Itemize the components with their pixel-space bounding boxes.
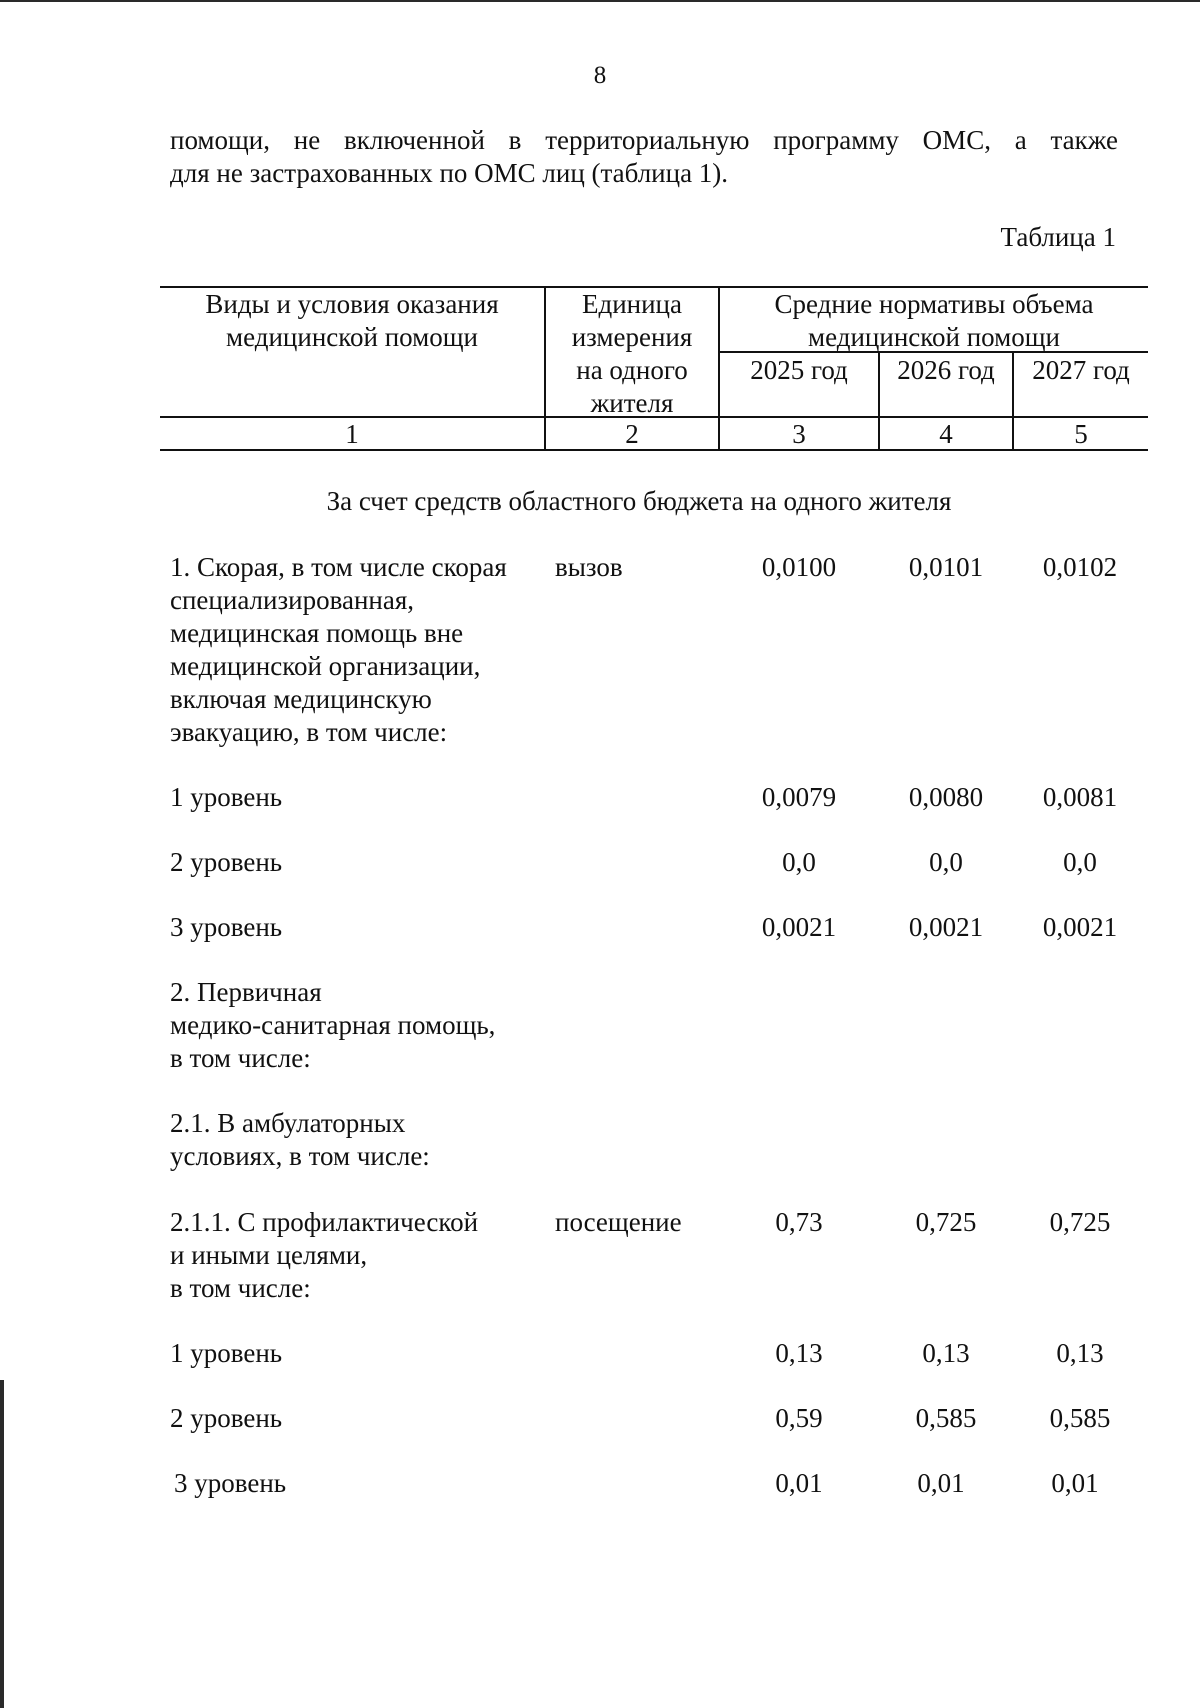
header-year-2026: 2026 год bbox=[897, 355, 995, 385]
row-value-2026: 0,585 bbox=[915, 1403, 977, 1433]
row-value-2025: 0,0100 bbox=[761, 552, 837, 582]
row-label: 2 уровень bbox=[170, 1403, 283, 1433]
row-value-2025: 0,59 bbox=[775, 1403, 823, 1433]
section-title: За счет средств областного бюджета на одного жителя bbox=[326, 486, 952, 516]
row-value-2027: 0,01 bbox=[1051, 1468, 1099, 1498]
row-value-2027: 0,585 bbox=[1049, 1403, 1111, 1433]
scan-edge-top bbox=[0, 0, 1200, 2]
row-value-2026: 0,725 bbox=[915, 1207, 977, 1237]
row-label: 1 уровень bbox=[170, 782, 283, 812]
row-label: 2.1. В амбулаторных условиях, в том числе: bbox=[170, 1108, 430, 1171]
row-label: 1. Скорая, в том числе скорая специализированная, медицинская помощь вне медицинской организации, включая медицинскую эвакуацию, в том числе: bbox=[170, 552, 507, 747]
row-value-2027: 0,0021 bbox=[1042, 912, 1118, 942]
row-value-2026: 0,0021 bbox=[908, 912, 984, 942]
row-value-2026: 0,0080 bbox=[908, 782, 984, 812]
row-value-2026: 0,0101 bbox=[908, 552, 984, 582]
header-year-2027: 2027 год bbox=[1032, 355, 1130, 385]
row-label: 1 уровень bbox=[170, 1338, 283, 1368]
row-value-2025: 0,73 bbox=[775, 1207, 823, 1237]
row-label: 2. Первичная медико-санитарная помощь, в том числе: bbox=[170, 977, 496, 1073]
row-value-2027: 0,13 bbox=[1056, 1338, 1104, 1368]
row-value-2025: 0,0079 bbox=[761, 782, 837, 812]
row-value-2027: 0,0 bbox=[1063, 847, 1097, 877]
column-number-3: 3 bbox=[792, 419, 806, 449]
header-year-2025: 2025 год bbox=[750, 355, 848, 385]
row-label: 3 уровень bbox=[174, 1468, 287, 1498]
column-number-1: 1 bbox=[345, 419, 359, 449]
row-value-2026: 0,13 bbox=[922, 1338, 970, 1368]
intro-line-2: для не застрахованных по ОМС лиц (таблица 1). bbox=[170, 158, 729, 188]
page-number: 8 bbox=[593, 62, 607, 89]
header-unit: Единица измерения на одного жителя bbox=[571, 289, 693, 418]
row-label: 2 уровень bbox=[170, 847, 283, 877]
column-number-2: 2 bbox=[625, 419, 639, 449]
header-types-of-care: Виды и условия оказания медицинской помощи bbox=[205, 289, 499, 352]
row-value-2026: 0,0 bbox=[929, 847, 963, 877]
row-unit: вызов bbox=[555, 552, 623, 582]
row-value-2026: 0,01 bbox=[917, 1468, 965, 1498]
column-number-4: 4 bbox=[939, 419, 953, 449]
row-value-2027: 0,0102 bbox=[1042, 552, 1118, 582]
scan-edge-left bbox=[0, 1380, 4, 1708]
column-number-5: 5 bbox=[1074, 419, 1088, 449]
row-value-2027: 0,0081 bbox=[1042, 782, 1118, 812]
row-value-2027: 0,725 bbox=[1049, 1207, 1111, 1237]
row-label: 3 уровень bbox=[170, 912, 283, 942]
row-value-2025: 0,0021 bbox=[761, 912, 837, 942]
intro-paragraph bbox=[170, 124, 1118, 190]
row-value-2025: 0,01 bbox=[775, 1468, 823, 1498]
row-value-2025: 0,13 bbox=[775, 1338, 823, 1368]
row-label: 2.1.1. С профилактической и иными целями, в том числе: bbox=[170, 1207, 479, 1303]
header-average-norms: Средние нормативы объема медицинской помощи bbox=[774, 289, 1094, 352]
row-value-2025: 0,0 bbox=[782, 847, 816, 877]
intro-line-1: помощи, не включенной в территориальную программу ОМС, а также bbox=[170, 125, 1118, 155]
row-unit: посещение bbox=[555, 1207, 682, 1237]
table-caption: Таблица 1 bbox=[1000, 222, 1116, 252]
